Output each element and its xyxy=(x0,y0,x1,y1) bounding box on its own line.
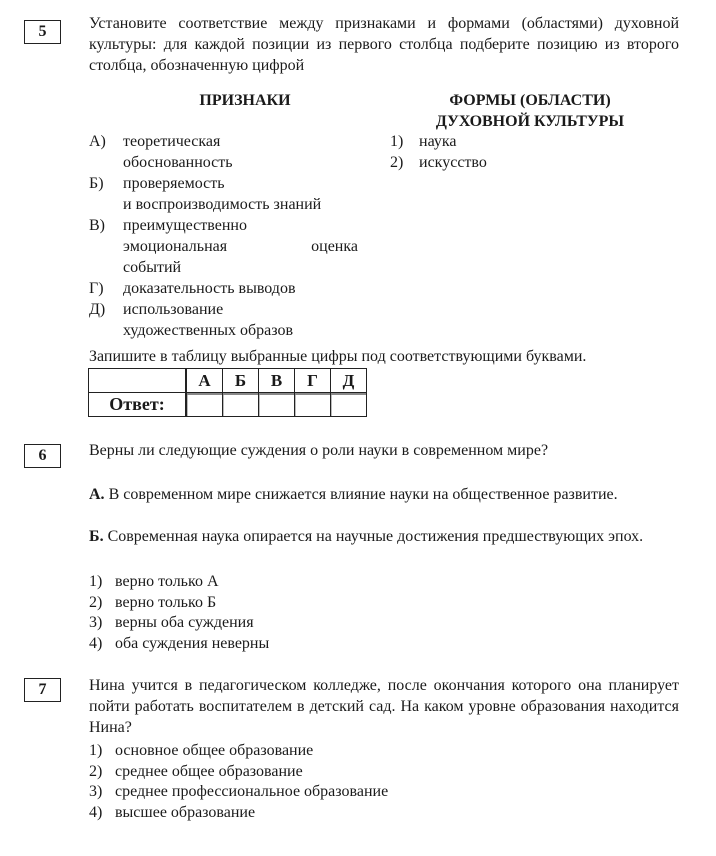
answer-table-answer-row xyxy=(89,393,367,417)
answer-table xyxy=(88,368,367,417)
task-number-5: 5 xyxy=(24,20,61,44)
task6-options xyxy=(89,572,679,654)
column-letter-v: В xyxy=(259,369,295,393)
feature-line: использование xyxy=(123,301,224,318)
feature-item xyxy=(89,131,359,173)
feature-line: обоснованность xyxy=(123,154,233,171)
option-label: 4) xyxy=(89,803,103,821)
feature-text xyxy=(123,299,359,341)
option-item[interactable] xyxy=(89,741,679,762)
option-text: верны оба суждения xyxy=(115,614,254,631)
answer-cell-a[interactable] xyxy=(186,393,223,417)
answer-label: Ответ: xyxy=(89,393,187,417)
feature-line: преимущественно xyxy=(123,217,247,234)
features-list xyxy=(89,131,359,341)
option-label: 1) xyxy=(89,742,103,759)
form-label: 1) xyxy=(390,133,404,150)
option-label: 3) xyxy=(89,783,103,800)
feature-line: проверяемость xyxy=(123,175,225,192)
feature-word: оценка xyxy=(311,238,358,255)
option-text: верно только Б xyxy=(115,593,217,611)
statement-b-label: Б. xyxy=(89,528,104,545)
table-instruction: Запишите в таблицу выбранные цифры под соответствующими буквами. xyxy=(89,348,587,365)
option-label: 4) xyxy=(89,634,103,652)
task6-statement-b xyxy=(89,526,679,547)
feature-text xyxy=(123,215,359,278)
column-letter-a: А xyxy=(186,369,223,393)
option-label: 3) xyxy=(89,614,103,631)
feature-label: Б) xyxy=(89,175,104,192)
column-letter-g: Г xyxy=(295,369,331,393)
task6-prompt: Верны ли следующие суждения о роли науки в современном мире? xyxy=(89,442,549,459)
option-text: верно только А xyxy=(115,573,219,590)
feature-label: Д) xyxy=(89,301,106,318)
feature-item xyxy=(89,278,359,299)
feature-line: художественных образов xyxy=(123,322,294,339)
option-item[interactable] xyxy=(89,572,679,593)
task7-options xyxy=(89,741,679,823)
statement-b-text: Современная наука опирается на научные достижения предшествующих эпох. xyxy=(103,528,644,545)
answer-cell-d[interactable] xyxy=(331,393,367,417)
option-label: 2) xyxy=(89,593,103,611)
feature-text xyxy=(123,173,359,215)
option-item[interactable] xyxy=(89,613,679,634)
forms-header xyxy=(400,90,660,132)
feature-text: доказательность выводов xyxy=(123,280,296,297)
option-text: основное общее образование xyxy=(115,742,314,759)
feature-item xyxy=(89,215,359,278)
option-item[interactable] xyxy=(89,593,679,614)
feature-item xyxy=(89,173,359,215)
form-text: искусство xyxy=(419,154,487,171)
option-text: оба суждения неверны xyxy=(115,634,270,652)
forms-list xyxy=(390,131,590,173)
answer-table-header-row xyxy=(89,369,367,393)
feature-line: событий xyxy=(123,259,182,276)
forms-header-line1: ФОРМЫ (ОБЛАСТИ) xyxy=(449,92,611,109)
task5-prompt: Установите соответствие между признаками и формами (областями) духовной культуры: для каждой позиции из первого столбца подберите позицию из второго столбца, обозначенную цифрой xyxy=(89,15,679,74)
forms-header-line2: ДУХОВНОЙ КУЛЬТУРЫ xyxy=(435,113,625,130)
form-item xyxy=(390,152,590,173)
option-item[interactable] xyxy=(89,803,679,824)
feature-text xyxy=(123,131,359,173)
column-letter-d: Д xyxy=(331,369,367,393)
option-item[interactable] xyxy=(89,782,679,803)
statement-a-label: А. xyxy=(89,486,105,503)
feature-label: А) xyxy=(89,133,106,150)
form-item xyxy=(390,131,590,152)
form-label: 2) xyxy=(390,154,404,171)
option-text: высшее образование xyxy=(115,803,256,821)
answer-cell-b[interactable] xyxy=(223,393,259,417)
option-item[interactable] xyxy=(89,762,679,783)
option-text: среднее общее образование xyxy=(115,762,303,780)
answer-table-corner xyxy=(89,369,187,393)
feature-item xyxy=(89,299,359,341)
task6-statement-a xyxy=(89,484,679,505)
features-header: ПРИЗНАКИ xyxy=(199,92,291,109)
feature-line xyxy=(123,236,358,257)
task-number-6: 6 xyxy=(24,444,61,468)
answer-cell-g[interactable] xyxy=(295,393,331,417)
feature-word: эмоциональная xyxy=(123,238,228,255)
feature-label: В) xyxy=(89,217,105,234)
column-letter-b: Б xyxy=(223,369,259,393)
statement-a-text: В современном мире снижается влияние науки на общественное развитие. xyxy=(104,486,618,503)
feature-label: Г) xyxy=(89,280,104,297)
feature-line: и воспроизводимость знаний xyxy=(123,196,322,213)
form-text: наука xyxy=(419,133,457,150)
option-text: среднее профессиональное образование xyxy=(115,783,389,800)
answer-cell-v[interactable] xyxy=(259,393,295,417)
task7-prompt: Нина учится в педагогическом колледже, после окончания которого она планирует пойти работать воспитателем в детский сад. На каком уровне образования находится Нина? xyxy=(89,677,679,736)
option-label: 2) xyxy=(89,762,103,780)
task-number-7: 7 xyxy=(24,678,61,702)
feature-line: теоретическая xyxy=(123,133,221,150)
option-item[interactable] xyxy=(89,634,679,655)
option-label: 1) xyxy=(89,573,103,590)
